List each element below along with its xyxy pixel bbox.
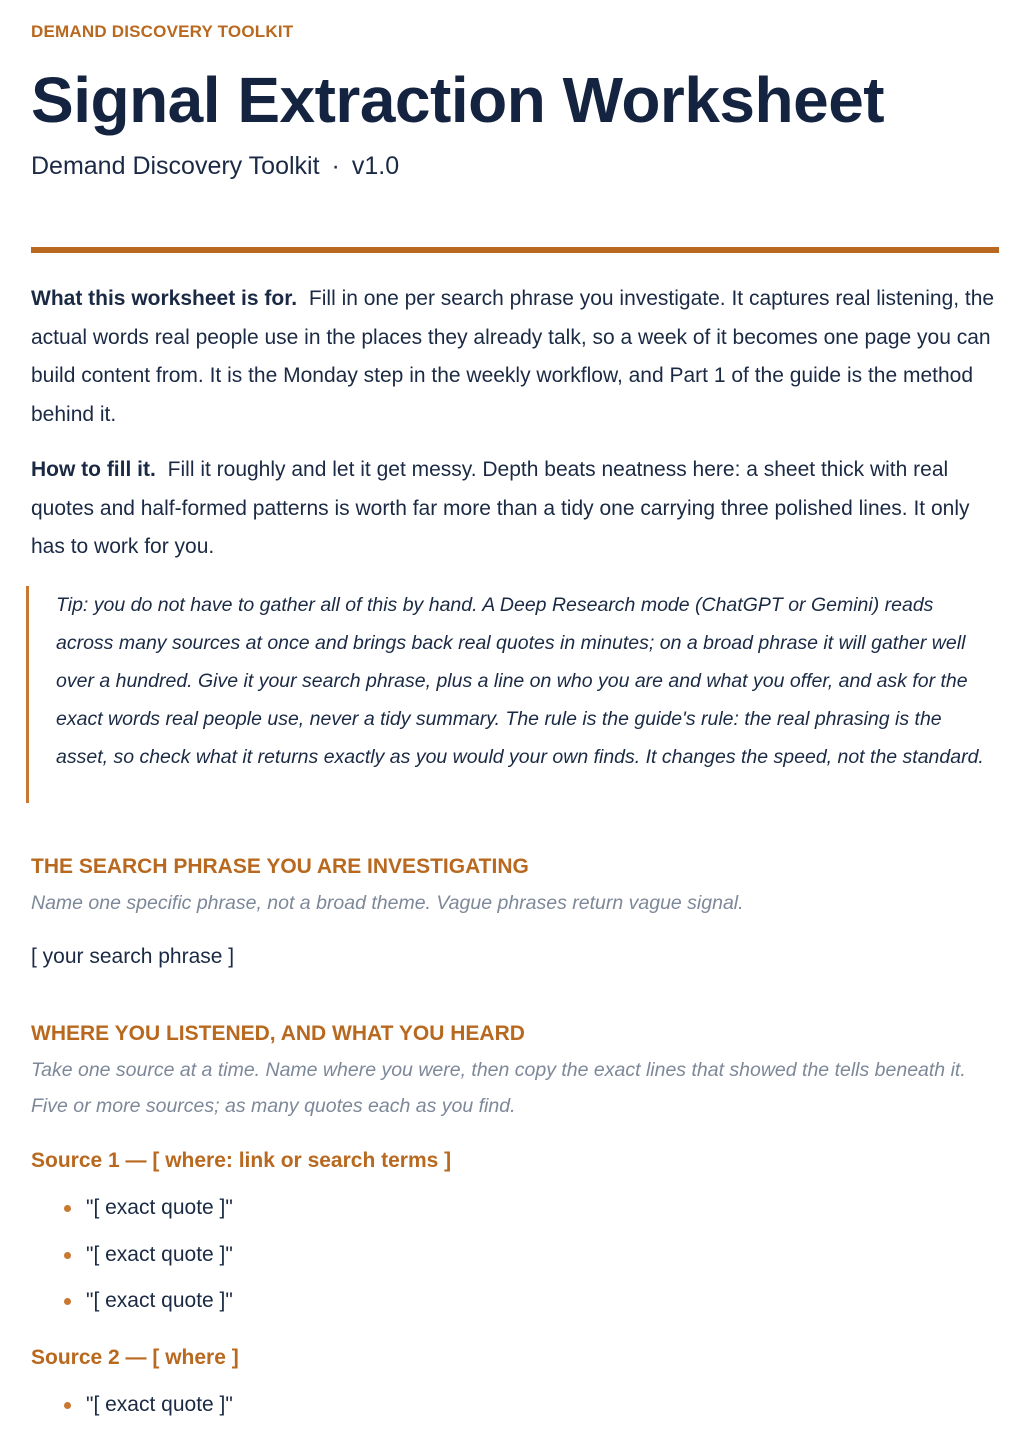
- tip-text: Tip: you do not have to gather all of this by hand. A Deep Research mode (ChatGPT or Gemini) reads across many sources at once and brings back real quotes in minutes; on a broad phrase it will gather well over a hundred. Give it your search phrase, plus a line on who you are and what you offer, and ask for the exact words real people use, never a tidy summary. The rule is the guide's rule: the real phrasing is the asset, so check what it returns exactly as you would your own finds. It changes the speed, not the standard.: [56, 594, 984, 768]
- quote-text: "[ exact quote ]": [86, 1289, 233, 1312]
- quote-text: "[ exact quote ]": [86, 1196, 233, 1219]
- bullet-dot-icon: [64, 1205, 71, 1212]
- search-phrase-heading: THE SEARCH PHRASE YOU ARE INVESTIGATING: [31, 855, 529, 878]
- bullet-dot-icon: [64, 1402, 71, 1409]
- search-phrase-hint: Name one specific phrase, not a broad theme. Vague phrases return vague signal.: [31, 892, 744, 914]
- toolkit-eyebrow: DEMAND DISCOVERY TOOLKIT: [31, 22, 294, 41]
- purpose-paragraph: [31, 280, 999, 434]
- header-divider: [31, 247, 999, 253]
- purpose-lead: What this worksheet is for.: [31, 287, 298, 310]
- listening-heading: WHERE YOU LISTENED, AND WHAT YOU HEARD: [31, 1022, 525, 1045]
- list-item[interactable]: [31, 1232, 999, 1279]
- listening-section: [31, 1020, 999, 1124]
- subtitle-toolkit-name: Demand Discovery Toolkit: [31, 152, 320, 180]
- source-1-heading[interactable]: Source 1 — [ where: link or search terms ]: [31, 1149, 452, 1172]
- bullet-dot-icon: [64, 1252, 71, 1259]
- list-item[interactable]: [31, 1278, 999, 1325]
- purpose-text: Fill in one per search phrase you investigate. It captures real listening, the actual words real people use in the places they already talk, so a week of it becomes one page you can build content from. It is the Monday step in the weekly workflow, and Part 1 of the guide is the method behind it.: [31, 287, 995, 426]
- bullet-dot-icon: [64, 1298, 71, 1305]
- howto-text: Fill it roughly and let it get messy. Depth beats neatness here: a sheet thick with real quotes and half-formed patterns is worth far more than a tidy one carrying three polished lines. It only has to work for you.: [31, 458, 970, 558]
- howto-paragraph: [31, 451, 999, 567]
- page-subtitle: [31, 150, 399, 182]
- tip-callout: [26, 586, 986, 803]
- source-2-block: [31, 1344, 999, 1429]
- quote-text: "[ exact quote ]": [86, 1242, 233, 1266]
- source-2-heading[interactable]: Source 2 — [ where ]: [31, 1346, 239, 1369]
- listening-hint: Take one source at a time. Name where you were, then copy the exact lines that showed the tells beneath it. Five or more sources; as many quotes each as you find.: [31, 1059, 966, 1117]
- subtitle-separator: ·: [331, 152, 340, 180]
- page-title: Signal Extraction Worksheet: [31, 64, 885, 136]
- intro-section: [31, 280, 999, 584]
- source-1-quote-list: [31, 1185, 999, 1325]
- quote-text: "[ exact quote ]": [86, 1393, 233, 1416]
- list-item[interactable]: [31, 1382, 999, 1429]
- howto-lead: How to fill it.: [31, 458, 156, 481]
- source-1-block: [31, 1147, 999, 1325]
- search-phrase-section: [31, 853, 999, 971]
- list-item[interactable]: [31, 1185, 999, 1232]
- subtitle-version: v1.0: [351, 152, 400, 180]
- source-2-quote-list: [31, 1382, 999, 1429]
- search-phrase-field[interactable]: [ your search phrase ]: [31, 945, 235, 968]
